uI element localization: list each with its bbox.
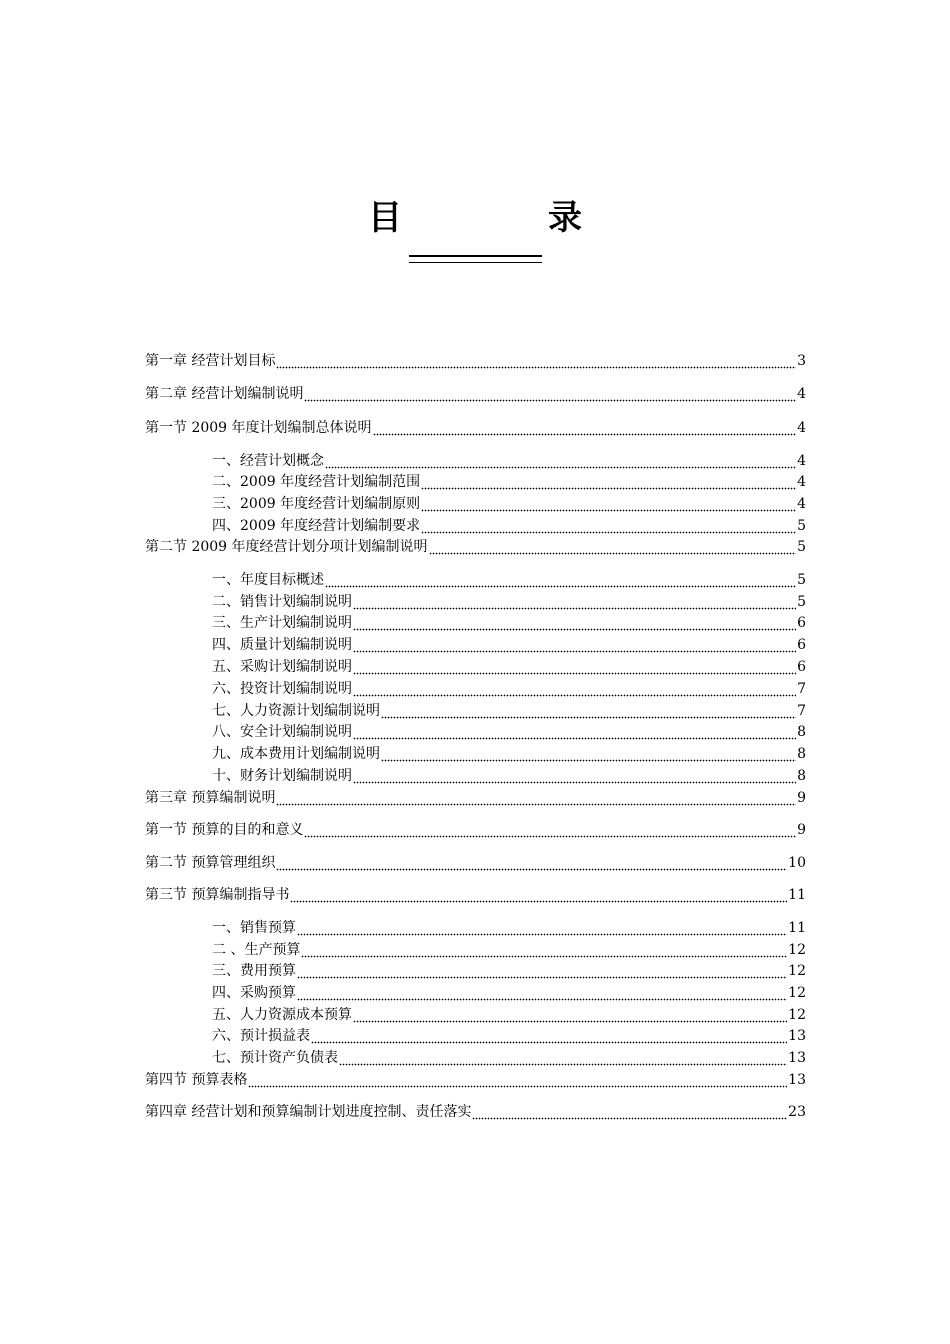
- toc-dot-leader: [353, 636, 796, 654]
- toc-entry-label: 四、质量计划编制说明: [212, 637, 352, 653]
- toc-dot-leader: [325, 452, 796, 470]
- toc-entry-subheading[interactable]: [212, 614, 806, 632]
- toc-entry-subheading[interactable]: [212, 962, 806, 980]
- toc-entry-subheading[interactable]: [212, 517, 806, 535]
- toc-dot-leader: [339, 1049, 787, 1067]
- toc-entry-heading[interactable]: [145, 352, 806, 370]
- toc-entry-heading[interactable]: [145, 789, 806, 807]
- toc-dot-leader: [421, 495, 796, 513]
- toc-page-number: 12: [788, 963, 806, 979]
- toc-page-number: 7: [797, 703, 806, 719]
- toc-entry-heading[interactable]: [145, 419, 806, 437]
- toc-dot-leader: [353, 680, 796, 698]
- toc-dot-leader: [353, 614, 796, 632]
- toc-entry-subheading[interactable]: [212, 767, 806, 785]
- toc-entry-subheading[interactable]: [212, 723, 806, 741]
- toc-entry-label: 十、财务计划编制说明: [212, 768, 352, 784]
- toc-dot-leader: [353, 1006, 787, 1024]
- toc-entry-label: 三、2009 年度经营计划编制原则: [212, 496, 421, 512]
- toc-page-number: 6: [797, 659, 806, 675]
- toc-entry-label: 二 、生产预算: [212, 942, 301, 958]
- toc-page-number: 13: [788, 1028, 806, 1044]
- toc-entry-subheading[interactable]: [212, 571, 806, 589]
- toc-page-number: 11: [788, 887, 806, 903]
- toc-entry-label: 第三节 预算编制指导书: [145, 887, 290, 903]
- toc-entry-label: 第二节 预算管理组织: [145, 855, 276, 871]
- toc-dot-leader: [353, 767, 796, 785]
- toc-entry-heading[interactable]: [145, 886, 806, 904]
- toc-page-number: 5: [797, 518, 806, 534]
- toc-page-number: 5: [797, 572, 806, 588]
- toc-dot-leader: [276, 789, 796, 807]
- toc-entry-label: 五、采购计划编制说明: [212, 659, 352, 675]
- toc-entry-subheading[interactable]: [212, 984, 806, 1002]
- toc-dot-leader: [381, 702, 796, 720]
- toc-page-number: 4: [797, 386, 806, 402]
- toc-entry-label: 七、预计资产负债表: [212, 1050, 338, 1066]
- toc-entry-heading[interactable]: [145, 854, 806, 872]
- toc-dot-leader: [304, 821, 796, 839]
- toc-entry-subheading[interactable]: [212, 745, 806, 763]
- toc-dot-leader: [311, 1027, 787, 1045]
- toc-page-number: 12: [788, 1007, 806, 1023]
- toc-dot-leader: [304, 385, 796, 403]
- toc-entry-subheading[interactable]: [212, 1006, 806, 1024]
- toc-page-number: 12: [788, 985, 806, 1001]
- toc-page-number: 10: [788, 855, 806, 871]
- toc-page-number: 9: [797, 790, 806, 806]
- toc-entry-subheading[interactable]: [212, 941, 806, 959]
- toc-dot-leader: [297, 919, 787, 937]
- toc-entry-label: 第二章 经营计划编制说明: [145, 386, 304, 402]
- toc-page-number: 8: [797, 768, 806, 784]
- toc-entry-subheading[interactable]: [212, 702, 806, 720]
- toc-dot-leader: [353, 723, 796, 741]
- toc-entry-subheading[interactable]: [212, 1027, 806, 1045]
- toc-entry-subheading[interactable]: [212, 473, 806, 491]
- page-title: 目 录: [368, 198, 638, 238]
- toc-dot-leader: [421, 517, 796, 535]
- toc-entry-heading[interactable]: [145, 538, 806, 556]
- toc-entry-label: 八、安全计划编制说明: [212, 724, 352, 740]
- toc-page-number: 5: [797, 539, 806, 555]
- toc-dot-leader: [429, 538, 797, 556]
- toc-page-number: 23: [788, 1104, 806, 1120]
- toc-entry-subheading[interactable]: [212, 680, 806, 698]
- toc-entry-label: 第一节 2009 年度计划编制总体说明: [145, 420, 372, 436]
- toc-entry-subheading[interactable]: [212, 919, 806, 937]
- toc-page-number: 3: [797, 353, 806, 369]
- toc-entry-label: 第四节 预算表格: [145, 1072, 248, 1088]
- toc-entry-subheading[interactable]: [212, 495, 806, 513]
- toc-page-number: 4: [797, 496, 806, 512]
- toc-entry-heading[interactable]: [145, 821, 806, 839]
- toc-entry-label: 第四章 经营计划和预算编制计划进度控制、责任落实: [145, 1104, 472, 1120]
- toc-page-number: 6: [797, 615, 806, 631]
- toc-dot-leader: [472, 1103, 787, 1121]
- toc-entry-label: 一、销售预算: [212, 920, 296, 936]
- toc-entry-subheading[interactable]: [212, 658, 806, 676]
- toc-dot-leader: [373, 419, 797, 437]
- toc-page-number: 8: [797, 724, 806, 740]
- toc-page-number: 12: [788, 942, 806, 958]
- toc-entry-label: 四、采购预算: [212, 985, 296, 1001]
- toc-entry-label: 六、预计损益表: [212, 1028, 310, 1044]
- toc-dot-leader: [353, 658, 796, 676]
- toc-entry-label: 三、费用预算: [212, 963, 296, 979]
- toc-entry-label: 九、成本费用计划编制说明: [212, 746, 380, 762]
- toc-page-number: 6: [797, 637, 806, 653]
- toc-entry-label: 一、经营计划概念: [212, 453, 324, 469]
- toc-entry-subheading[interactable]: [212, 593, 806, 611]
- toc-entry-label: 七、人力资源计划编制说明: [212, 703, 380, 719]
- toc-entry-label: 二、销售计划编制说明: [212, 594, 352, 610]
- toc-entry-subheading[interactable]: [212, 636, 806, 654]
- toc-dot-leader: [276, 352, 796, 370]
- toc-page-number: 7: [797, 681, 806, 697]
- toc-dot-leader: [421, 473, 796, 491]
- toc-entry-label: 六、投资计划编制说明: [212, 681, 352, 697]
- toc-entry-label: 三、生产计划编制说明: [212, 615, 352, 631]
- toc-entry-label: 第二节 2009 年度经营计划分项计划编制说明: [145, 539, 428, 555]
- toc-entry-heading[interactable]: [145, 1071, 806, 1089]
- toc-entry-label: 一、年度目标概述: [212, 572, 324, 588]
- toc-entry-label: 二、2009 年度经营计划编制范围: [212, 474, 421, 490]
- toc-dot-leader: [301, 941, 787, 959]
- toc-entry-label: 五、人力资源成本预算: [212, 1007, 352, 1023]
- toc-entry-label: 第一节 预算的目的和意义: [145, 822, 304, 838]
- toc-page-number: 5: [797, 594, 806, 610]
- toc-entry-heading[interactable]: [145, 385, 806, 403]
- toc-dot-leader: [297, 962, 787, 980]
- toc-page-number: 4: [797, 420, 806, 436]
- toc-page-number: 4: [797, 453, 806, 469]
- toc-entry-subheading[interactable]: [212, 452, 806, 470]
- toc-dot-leader: [325, 571, 796, 589]
- toc-dot-leader: [290, 886, 787, 904]
- toc-dot-leader: [381, 745, 796, 763]
- toc-dot-leader: [353, 593, 796, 611]
- toc-dot-leader: [276, 854, 787, 872]
- toc-entry-heading[interactable]: [145, 1103, 806, 1121]
- toc-page-number: 13: [788, 1050, 806, 1066]
- toc-dot-leader: [248, 1071, 787, 1089]
- toc-dot-leader: [297, 984, 787, 1002]
- toc-page-number: 4: [797, 474, 806, 490]
- toc-page-number: 9: [797, 822, 806, 838]
- toc-page-number: 8: [797, 746, 806, 762]
- toc-page-number: 11: [788, 920, 806, 936]
- toc-entry-subheading[interactable]: [212, 1049, 806, 1067]
- toc-entry-label: 第三章 预算编制说明: [145, 790, 276, 806]
- toc-entry-label: 四、2009 年度经营计划编制要求: [212, 518, 421, 534]
- toc-entry-label: 第一章 经营计划目标: [145, 353, 276, 369]
- toc-page-number: 13: [788, 1072, 806, 1088]
